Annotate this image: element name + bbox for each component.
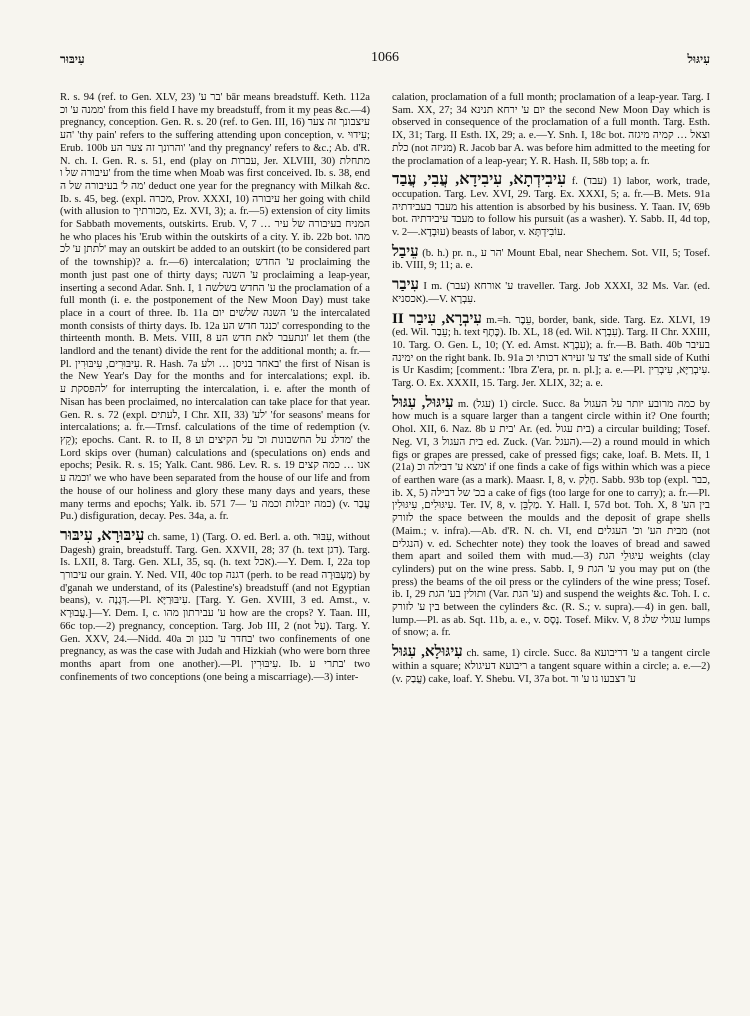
- entry-body: ch. same, 1) (Targ. O. ed. Berl. a. oth. עִבּוּר, without Dagesh) grain, breadstuff. Targ. Gen. XXVII, 28; 37 (h. text דגן). Targ. Is. LXII, 8. Targ. Gen. XLI, 35, sq. (h. text אכל).—Y. Dem. I, 22a top עיבורך our grain. Y. Ned. VII, 40c top דגנה (perh. to be read מַעְבּוּרָה) by d'ganah we understand, of its (Palestine's) breadstuff (and not Egyptian beans), v. דְּגָנָה.—Pl. עִיבּוּרַיָּא. [Targ. Y. Gen. XVIII, 3 ed. Amst., v. עֲבוּרָא.]—Y. Dem. I, c. ע' עבירתון מהו how are the crops? Y. Taan. III, 66c top.—2) pregnancy, conception. Targ. Job III, 2 (not עַל). Targ. Y. Gen. XXV, 24.—Nidd. 40a בחדר ע' כנגן וכ' two confinements of one pregnancy, as was the case with Judah and Hizkiah (who were born three months apart from one another).—Pl. עִיבּוּרִין. Ib. בתרי ע' two confinements of two conceptions (one being a miscarriage).—3) inter-: [60, 531, 371, 683]
- entry-body: f. (עבד) 1) labor, work, trade, occupation. Targ. Lev. XVI, 29. Targ. Ex. XXXI, 5; a. fr.—B. Mets. 91a מעבד בעבידתיה his attention is absorbed by his business. Y. Taan. IV, 69b bot. מעבד עיבידתיה to follow his pursuit (as a washer). Y. Sabb. II, 4d top, v. עוּבְדָא.—2) beasts of labor, v. עוֹבִידְתָּא.: [392, 176, 710, 239]
- page-header: [60, 50, 710, 70]
- entry-body: (b. h.) pr. n., הר ע' Mount Ebal, near Shechem. Sot. VII, 5; Tosef. ib. VIII, 9; 11; a. e.: [392, 247, 710, 272]
- dictionary-entry: [392, 244, 710, 273]
- entry-body: I m. (עבר) ע' אורחא traveller. Targ. Job XXXI, 32 Ms. Var. (ed. אכסניא).—V. עִבְרָא.: [392, 281, 710, 305]
- entry-continuation: calation, proclamation of a full month; proclamation of a leap-year. Targ. I Sam. XX, 27; 34 יום ע' ירחא תנינא the second New Moon Day which is observed in consequence of the proclamation of a full month. Targ. Esth. IX, 31; Targ. II Esth. IX, 29; a. e.—Y. Snh. I, 18c bot. וצאל … קמיה מיגזה כלת (not מגיזה) R. Jacob bar A. was before him admitted to the meeting for the proclamation of a leap-year; Y. R. Hash. II, 58b top; a. fr.: [392, 92, 710, 167]
- entry-headword: עִיגּוּל, עִגּוּל: [392, 394, 454, 411]
- page-number: 1066: [371, 50, 399, 65]
- dictionary-entry: [392, 311, 710, 391]
- dictionary-entry: [392, 277, 710, 306]
- entry-headword: עִיבְרָא, עִיבַר II: [392, 310, 482, 327]
- entry-body: m.=h. עֵבֶר, border, bank, side. Targ. Ez. XLVI, 19 (ed. Wil. עֵבַר; h. text כֶּתֶף). Ib. XL, 18 (ed. Wil. עִבְרָא). Targ. II Chr. XXIII, 10. Targ. O. Gen. L, 10; (Y. ed. Amst. עִבְרָא); a. fr.—B. Bath. 40b בעיבר ימינה on the right bank. Ib. 91a צד ע' זעירא דכותי וכ' the small side of Kuthi is Ur Kasdim; [comment.: 'Ibra Z'era, pr. n. pl.]; a. e.—Pl. עִיבְרַיָּא, עִיבְרִין. Targ. O. Ex. XXXII, 15. Targ. Jer. XLIX, 32; a. e.: [392, 314, 711, 390]
- left-column: [60, 92, 370, 684]
- running-head-left: עִיבּוּר: [60, 52, 85, 66]
- entry-headword: עֵיבַל: [392, 243, 419, 260]
- entry-headword: עִיבִידְתָא, עִיבִידָא, עֲבִי, עֲבַד: [392, 171, 567, 189]
- dictionary-entry: [392, 644, 710, 686]
- dictionary-entry: [392, 395, 710, 640]
- dictionary-entry: [60, 528, 370, 684]
- entry-headword: עִיגּוּלָא, עִגּוּל: [392, 644, 463, 661]
- running-head-right: עִיגּוּל: [687, 52, 710, 66]
- entry-headword: עִיבּוּרָא, עִיבּוּר: [60, 526, 145, 544]
- entry-headword: עִיבַר: [392, 277, 420, 294]
- entry-continuation: R. s. 94 (ref. to Gen. XLV, 23) 'בר ע' bār means breadstuff. Keth. 112a ממנה ע' וכ' from this field I have my breadstuff, from it my peas &c.—4) pregnancy, conception. Gen. R. s. 20 (ref. to Gen. III, 16) עיצבונך זה צער הע' 'thy pain' refers to the suffering attending upon conception, v. עִידוּי; Erub. 100b והרונך זה צער הע' 'and thy pregnancy' refers to &c.; Ab. d'R. N. ch. I. Gen. R. s. 51, end (play on עברות, Jer. XLVIII, 30) מתחלת עיבורה של ו' from the time when Moab was first conceived. Ib. s. 38, end מה ל' בעיבורה של ה' deduct one year for the pregnancy with Milkah &c. Ib. s. 45, beg. (expl. מכרה, Prov. XXXI, 10) עיבורה her going with child (with allusion to מכורתיך, Ez. XVI, 3); a. fr.—5) extension of city limits for Sabbath movements, outskirts. Erub. V, 7 … המניח בעיבורה של עיר he who places his 'Erub within the outskirts of a city. Y. ib. 22b bot. מהו לתתן ע' לכ' may an outskirt be added to an outskirt (to be considered part of the township)? a. fr.—6) intercalation; ע' החדש proclaiming the month just past one of thirty days; ע' השנה proclaiming a leap-year, inserting a second Adar. Snh. I, 1 ע' החדש בשלשה the proclamation of a full month (i. e. the postponement of the New Moon Day) must take place in a court of three. Ib. 11a ע' השנה שלשים יום the intercalated month consists of thirty days. Ib. 12a כנגד חדש הע' corresponding to the thirteenth month. B. Mets. VIII, 8 ונתעבר לאת חדש הע' let them (the landlord and the tenant) divide the rent for the additional month; a. fr.—Pl. עִיבּוּרִים, עִיבּוּרִין. R. Hash. 7a באחד בניסן … ולע' the first of Nisan is the New Year's Day for the months and for intercalations; expl. ib. להפסקת ע' for interrupting the intercalation, i. e. after the month of Nisan has been proclaimed, no intercalation can take place for that year. Gen. R. s. 72 (expl. לעתים, I Chr. XII, 33) 'לע' 'for seasons' means for intercalations; a. fr.—Trnsf. calculations of the time of redemption (v. קֵץ); epochs. Cant. R. to II, 8 מדלג על החשבונות וכ' על הקיצים וע' the Lord skips over (human) calculations and (speculations on) ends and epochs; Pesik. R. s. 15; Yalk. Cant. 986. Lev. R. s. 19 אנו … כמה קצים וכמה ע' we who have been separated from the house of our life and from the house of our holiness and glory these many days and years, these many terms and epochs; Yalk. ib. 571 כמה יובלות וכמה ע' —7) (v. עֲבַר Pu.) disfiguration, decay. Pes. 34a, a. fr.: [60, 92, 371, 523]
- entry-body: ch. same, 1) circle. Succ. 8a ע' דריבועא a tangent circle within a square; ריבועא דעיגולא a tangent square within a circle; a. e.—2) (v. עֲבַק) cake, loaf. Y. Shebu. VI, 37a bot. ע' דצבעו גו ע' ור: [392, 648, 710, 685]
- right-column: [392, 92, 710, 686]
- entry-body: m. (עגל) 1) circle. Succ. 8a כמה מרובע יותר על העגול by how much is a square larger than a tangent circle within it? One fourth; Ohol. XII, 6. Naz. 8b בית ע' Ar. (ed. בית עגול) a circular building; Tosef. Neg. VI, 3 בית העגול ed. Zuck. (Var. העגל).—2) a round mould in which figs or grapes are pressed, cake of pressed figs; cake, loaf. B. Mets. II, 1 (21a) מצא ע' דבילה וכ' if one finds a cake of figs within which was a piece of earthen ware (as a mark). Maasr. I, 8, v. חָלַק. Sabb. 93b top (expl. כבר, ib. X, 5) בכ' של דבילה a cake of figs (too large for one to carry); a. fr.—Pl. עִיגּוּלִים, עִיגּוּלִין. Ter. IV, 8, v. מַלְבֵּן. Y. Hall. I, 57d bot. Toh. X, 8 בין הע' לזורק the space between the moulds and the deposit of grape shells (Maim.; v. infra).—Ab. d'R. N. ch. VI, end מבית הע' וכ' העגלים (not הנגלים) v. ed. Schechter note) they took the loaves of bread and sawed them apart and soiled them with mud.—3) עִיגּוּלֵי הגת weights (clay cylinders) put on the wine press. Sabb. I, 9 ע' הגת you may put on (the press) the beams of the oil press or the cylinders of the wine press; Tosef. ib. I, 29 ותולין בע' הגת (Var. ע' הגת) and suspend the weights &c. Toh. I. c. בין ע' לזורק between the cylinders &c. (R. S.; v. supra).—4) in gen. ball, lump.—Pl. as ab. Sqt. 11b, a. e., v. נָסָס. Tosef. Mikv. V, 8 עגולי שלג lumps of snow; a. fr.: [392, 398, 711, 639]
- dictionary-entry: [392, 172, 710, 240]
